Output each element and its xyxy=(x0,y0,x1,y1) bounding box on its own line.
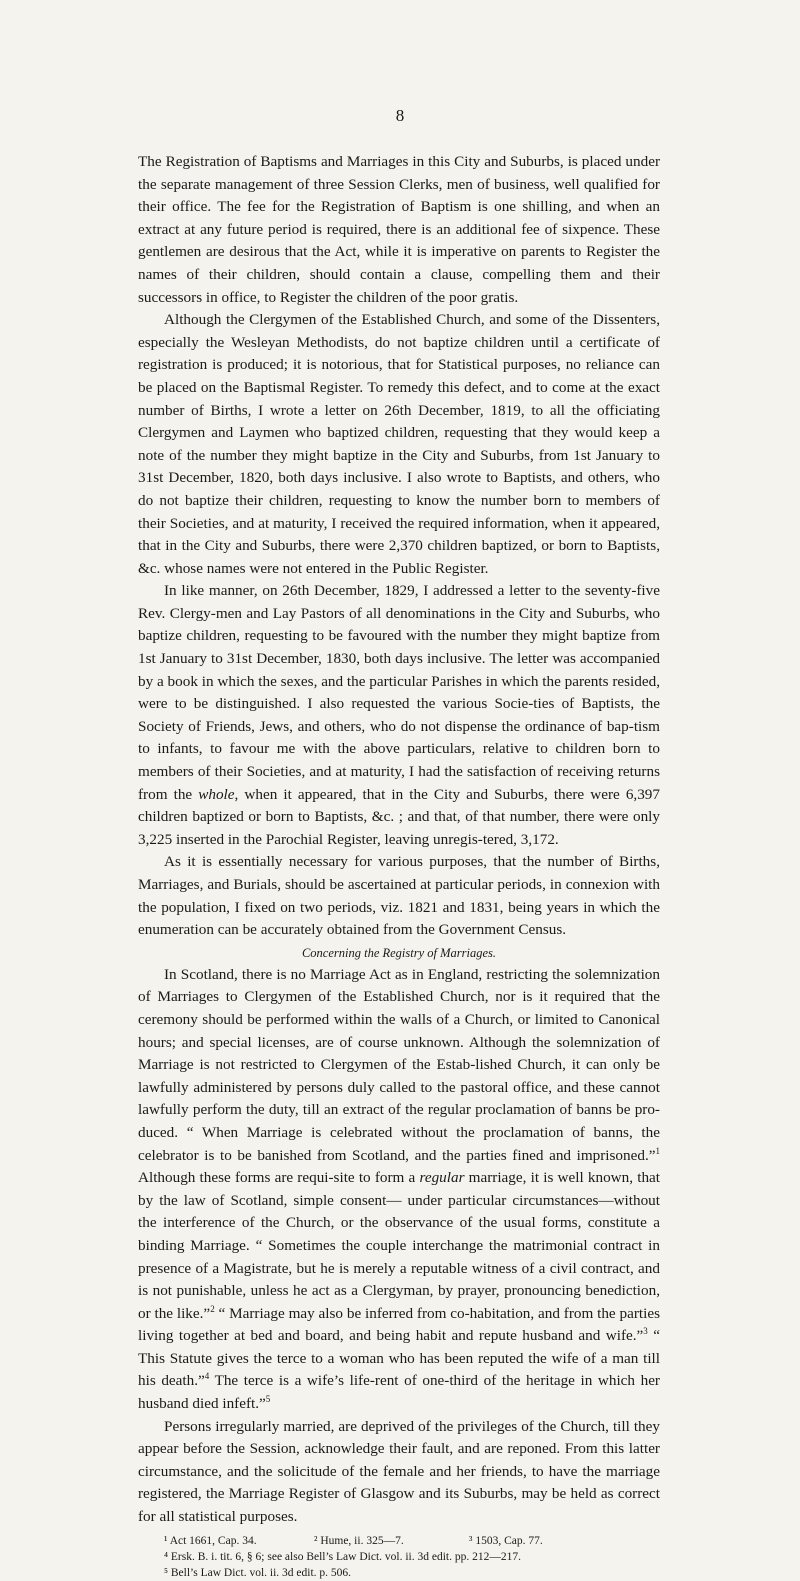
paragraph-marriage-law xyxy=(138,964,660,1416)
footnotes xyxy=(138,1533,660,1581)
footnote-ref-5: 5 xyxy=(265,1394,271,1404)
body-text xyxy=(138,151,660,1581)
footnote-row xyxy=(164,1533,660,1549)
footnote-1: ¹ Act 1661, Cap. 34. xyxy=(164,1534,257,1547)
paragraph-baptismal-register: Although the Clergymen of the Established Church, and some of the Dissenters, especially the Wesleyan Methodists, do not baptize children until a certificate of registration is produced; it is notorious, that for Statistical purposes, no reliance can be placed on the Baptismal Register. To remedy this defect, and to come at the exact number of Births, I wrote a letter on 26th December, 1819, to all the officiating Clergymen and Laymen who baptized children, requesting that they would keep a note of the number they might baptize in the City and Suburbs, from 1st January to 31st December, 1820, both days inclusive. I also wrote to Baptists, and others, who do not baptize their children, requesting to know the number born to members of their Societies, and at maturity, I received the required information, when it appeared, that in the City and Suburbs, there were 2,370 children baptized, or born to Baptists, &c. whose names were not entered in the Public Register. xyxy=(138,311,660,577)
page-number: 8 xyxy=(395,106,405,125)
footnote-4: ⁴ Ersk. B. i. tit. 6, § 6; see also Bell’s Law Dict. vol. ii. 3d edit. pp. 212—217. xyxy=(164,1550,521,1563)
footnote-ref-2: 2 xyxy=(210,1303,215,1314)
footnote-ref-3: 3 xyxy=(643,1326,648,1337)
footnote-5: ⁵ Bell’s Law Dict. vol. ii. 3d edit. p. 506. xyxy=(164,1566,352,1579)
paragraph-registration: The Registration of Baptisms and Marriages in this City and Suburbs, is placed under the separate management of three Session Clerks, men of business, well qualified for their office. The fee for the Registration of Baptism is one shilling, and when an extract at any future period is required, there is an additional fee of sixpence. These gentlemen are desirous that the Act, while it is imperative on parents to Register the names of their children, should contain a clause, compelling them and their successors in office, to Register the children of the poor gratis. xyxy=(138,153,660,306)
paragraph-irregular-marriage: Persons irregularly married, are deprived of the privileges of the Church, till they appear before the Session, acknowledge their fault, and are reponed. From this latter circumstance, and the solicitude of the female and her friends, to have the marriage registered, the Marriage Register of Glasgow and its Suburbs, may be held as correct for all statistical purposes. xyxy=(138,1417,660,1526)
footnote-2: ² Hume, ii. 325—7. xyxy=(314,1534,404,1547)
marriage-text-e: “ This Statute gives the terce to a woman who has been reputed the wife of a man till his death.” xyxy=(138,1327,660,1390)
paragraph-1829-letter-text: In like manner, on 26th December, 1829, I addressed a letter to the seventy-five Rev. Clergy-men and Lay Pastors of all denominations in the City and Suburbs, who baptize children, requesting to be favoured with the number they might baptize from 1st January to 31st December, 1830, both days inclusive. The letter was accompanied by a book in which the sexes, and the particular Parishes in which the parents resided, were to be distinguished. I also requested the various Socie-ties of Baptists, the Society of Friends, Jews, and others, who do not dispense the ordinance of bap-tism to infants, to favour me with the above particulars, relative to children born to members of their Societies, and at maturity, I had the satisfaction of receiving returns from the xyxy=(138,582,660,803)
paragraph-1829-letter xyxy=(138,580,660,851)
footnote-ref-1: 1 xyxy=(655,1145,660,1156)
marriage-text-f: The terce is a wife’s life-rent of one-third of the heritage in which her husband died infeft.” xyxy=(138,1372,660,1413)
italic-regular: regular xyxy=(419,1169,465,1187)
section-heading: Concerning the Registry of Marriages. xyxy=(301,945,497,960)
paragraph-1829-letter-tail: , when it appeared, that in the City and Suburbs, there were 6,397 children baptized or born to Baptists, &c. ; and that, of that number, there were only 3,225 inserted in the Parochial Register, leaving unregis-tered, 3,172. xyxy=(138,785,660,848)
marriage-text-d: “ Marriage may also be inferred from co-habitation, and from the parties living together at bed and board, and being habit and repute husband and wife.” xyxy=(138,1304,660,1345)
italic-whole: whole xyxy=(198,785,235,803)
marriage-text-a: In Scotland, there is no Marriage Act as in England, restricting the solemnization of Marriages to Clergymen of the Established Church, nor is it required that the ceremony should be performed within the walls of a Church, or limited to Canonical hours; and special licenses, are of course unknown. Although the solemnization of Marriage is not restricted to Clergymen of the Estab-lished Church, it can only be lawfully administered by persons duly called to the pastoral office, and these cannot lawfully perform the duty, till an extract of the regular proclamation of banns be pro-duced. “ When Marriage is celebrated without the proclamation of banns, the celebrator is to be banished from Scotland, and the parties fined and imprisoned.” xyxy=(138,965,660,1164)
marriage-text-c: marriage, it is well known, that by the law of Scotland, simple consent— under particular circumstances—without the interference of the Church, or the observance of the usual forms, constitute a binding Marriage. “ Sometimes the couple interchange the matrimonial contract in presence of a Magistrate, but he is merely a reputable witness of a civil contract, and is not punishable, unless he act as a Clergyman, by prayer, pronouncing benediction, or the like.” xyxy=(138,1169,660,1322)
footnote-3: ³ 1503, Cap. 77. xyxy=(469,1534,543,1547)
paragraph-census-periods: As it is essentially necessary for various purposes, that the number of Births, Marriages, and Burials, should be ascertained at particular periods, in connexion with the population, I fixed on two periods, viz. 1821 and 1831, being years in which the enumeration can be accurately obtained from the Government Census. xyxy=(138,853,660,939)
footnote-ref-4: 4 xyxy=(204,1371,210,1382)
marriage-text-b: Although these forms are requi-site to form a xyxy=(138,1169,420,1187)
